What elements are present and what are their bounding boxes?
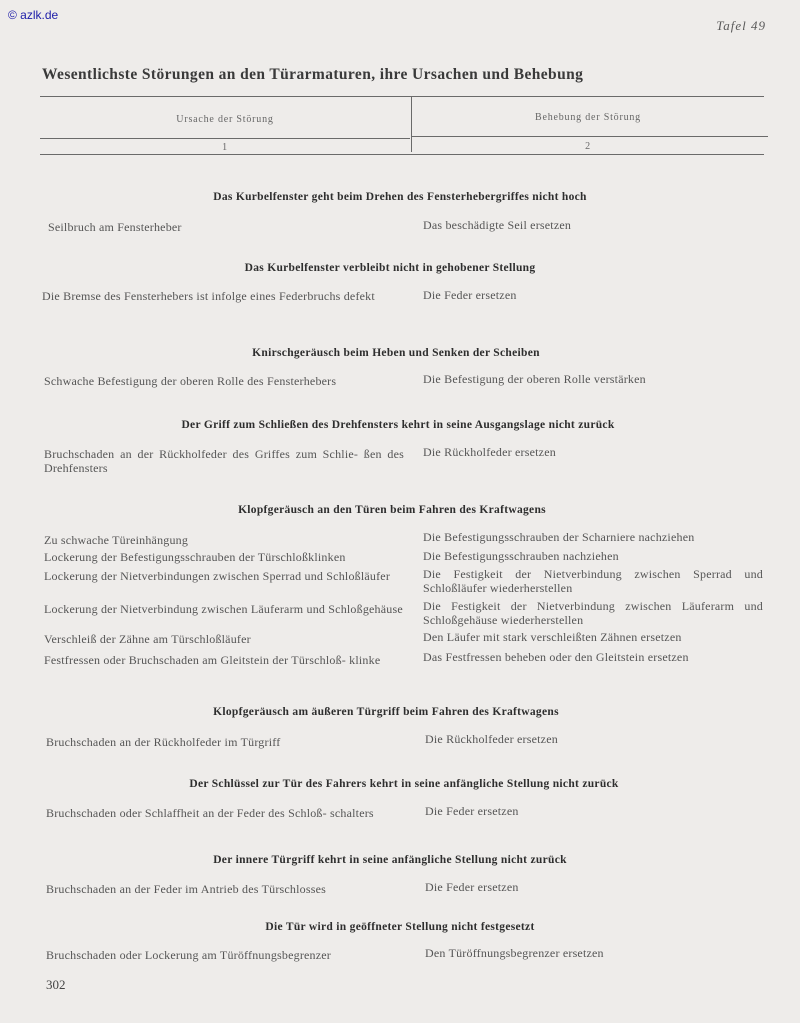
column-number-1: 1: [222, 142, 228, 153]
cause-cell: Die Bremse des Fensterhebers ist infolge eines Federbruchs defekt: [42, 289, 375, 303]
cause-cell: Bruchschaden oder Lockerung am Türöffnungsbegrenzer: [46, 948, 331, 962]
cause-cell: Verschleiß der Zähne am Türschloßläufer: [44, 632, 251, 646]
fix-cell: Das Festfressen beheben oder den Gleitstein ersetzen: [423, 650, 689, 664]
cause-cell: Zu schwache Türeinhängung: [44, 533, 189, 547]
header-mid-rule-right: [412, 136, 768, 137]
header-bottom-rule: [40, 154, 764, 155]
page-number: 302: [46, 977, 66, 992]
column-number-2: 2: [585, 141, 591, 152]
cause-cell: Lockerung der Nietverbindungen zwischen Sperrad und Schloßläufer: [44, 569, 391, 583]
cause-cell: Bruchschaden oder Schlaffheit an der Feder des Schloß- schalters: [46, 806, 374, 820]
fix-cell: Die Befestigungsschrauben der Scharniere nachziehen: [423, 530, 695, 544]
cause-cell: Bruchschaden an der Rückholfeder im Türgriff: [46, 735, 281, 749]
header-mid-rule-left: [40, 138, 410, 139]
section-heading: Knirschgeräusch beim Heben und Senken der Scheiben: [252, 347, 540, 359]
section-heading: Klopfgeräusch an den Türen beim Fahren des Kraftwagens: [238, 504, 546, 516]
section-heading: Das Kurbelfenster verbleibt nicht in gehobener Stellung: [244, 262, 536, 274]
fix-cell: Den Türöffnungsbegrenzer ersetzen: [425, 946, 604, 960]
fix-cell: Die Festigkeit der Nietverbindung zwischen Sperrad und Schloßläufer wiederherstellen: [423, 567, 763, 595]
section-heading: Der Griff zum Schließen des Drehfensters kehrt in seine Ausgangslage nicht zurück: [181, 419, 615, 431]
fix-cell: Die Rückholfeder ersetzen: [423, 445, 556, 459]
column-header-cause: Ursache der Störung: [176, 114, 274, 125]
cause-cell: Bruchschaden an der Feder im Antrieb des Türschlosses: [46, 882, 326, 896]
header-top-rule: [40, 96, 764, 97]
section-heading: Der Schlüssel zur Tür des Fahrers kehrt in seine anfängliche Stellung nicht zurück: [189, 778, 619, 790]
fix-cell: Den Läufer mit stark verschleißten Zähnen ersetzen: [423, 630, 682, 644]
fix-cell: Das beschädigte Seil ersetzen: [423, 218, 572, 232]
fix-cell: Die Feder ersetzen: [423, 288, 517, 302]
section-heading: Die Tür wird in geöffneter Stellung nicht festgesetzt: [265, 921, 535, 933]
plate-number: Tafel 49: [716, 18, 766, 33]
cause-cell: Bruchschaden an der Rückholfeder des Griffes zum Schlie- ßen des Drehfensters: [44, 447, 404, 475]
cause-cell: Seilbruch am Fensterheber: [48, 220, 182, 234]
fix-cell: Die Befestigung der oberen Rolle verstärken: [423, 372, 646, 386]
section-heading: Das Kurbelfenster geht beim Drehen des Fensterhebergriffes nicht hoch: [213, 191, 587, 203]
cause-cell: Festfressen oder Bruchschaden am Gleitstein der Türschloß- klinke: [44, 653, 381, 667]
fix-cell: Die Feder ersetzen: [425, 880, 519, 894]
cause-cell: Schwache Befestigung der oberen Rolle des Fensterhebers: [44, 374, 337, 388]
column-header-fix: Behebung der Störung: [535, 112, 641, 123]
fix-cell: Die Rückholfeder ersetzen: [425, 732, 558, 746]
cause-cell: Lockerung der Nietverbindung zwischen Läuferarm und Schloßgehäuse: [44, 602, 403, 616]
fix-cell: Die Feder ersetzen: [425, 804, 519, 818]
cause-cell: Lockerung der Befestigungsschrauben der Türschloßklinken: [44, 550, 346, 564]
page-title: Wesentlichste Störungen an den Türarmaturen, ihre Ursachen und Behebung: [42, 66, 584, 83]
section-heading: Klopfgeräusch am äußeren Türgriff beim Fahren des Kraftwagens: [213, 706, 559, 718]
section-heading: Der innere Türgriff kehrt in seine anfängliche Stellung nicht zurück: [213, 854, 567, 866]
fix-cell: Die Befestigungsschrauben nachziehen: [423, 549, 619, 563]
fix-cell: Die Festigkeit der Nietverbindung zwischen Läuferarm und Schloßgehäuse wiederherstellen: [423, 599, 763, 627]
watermark: © azlk.de: [8, 8, 59, 22]
